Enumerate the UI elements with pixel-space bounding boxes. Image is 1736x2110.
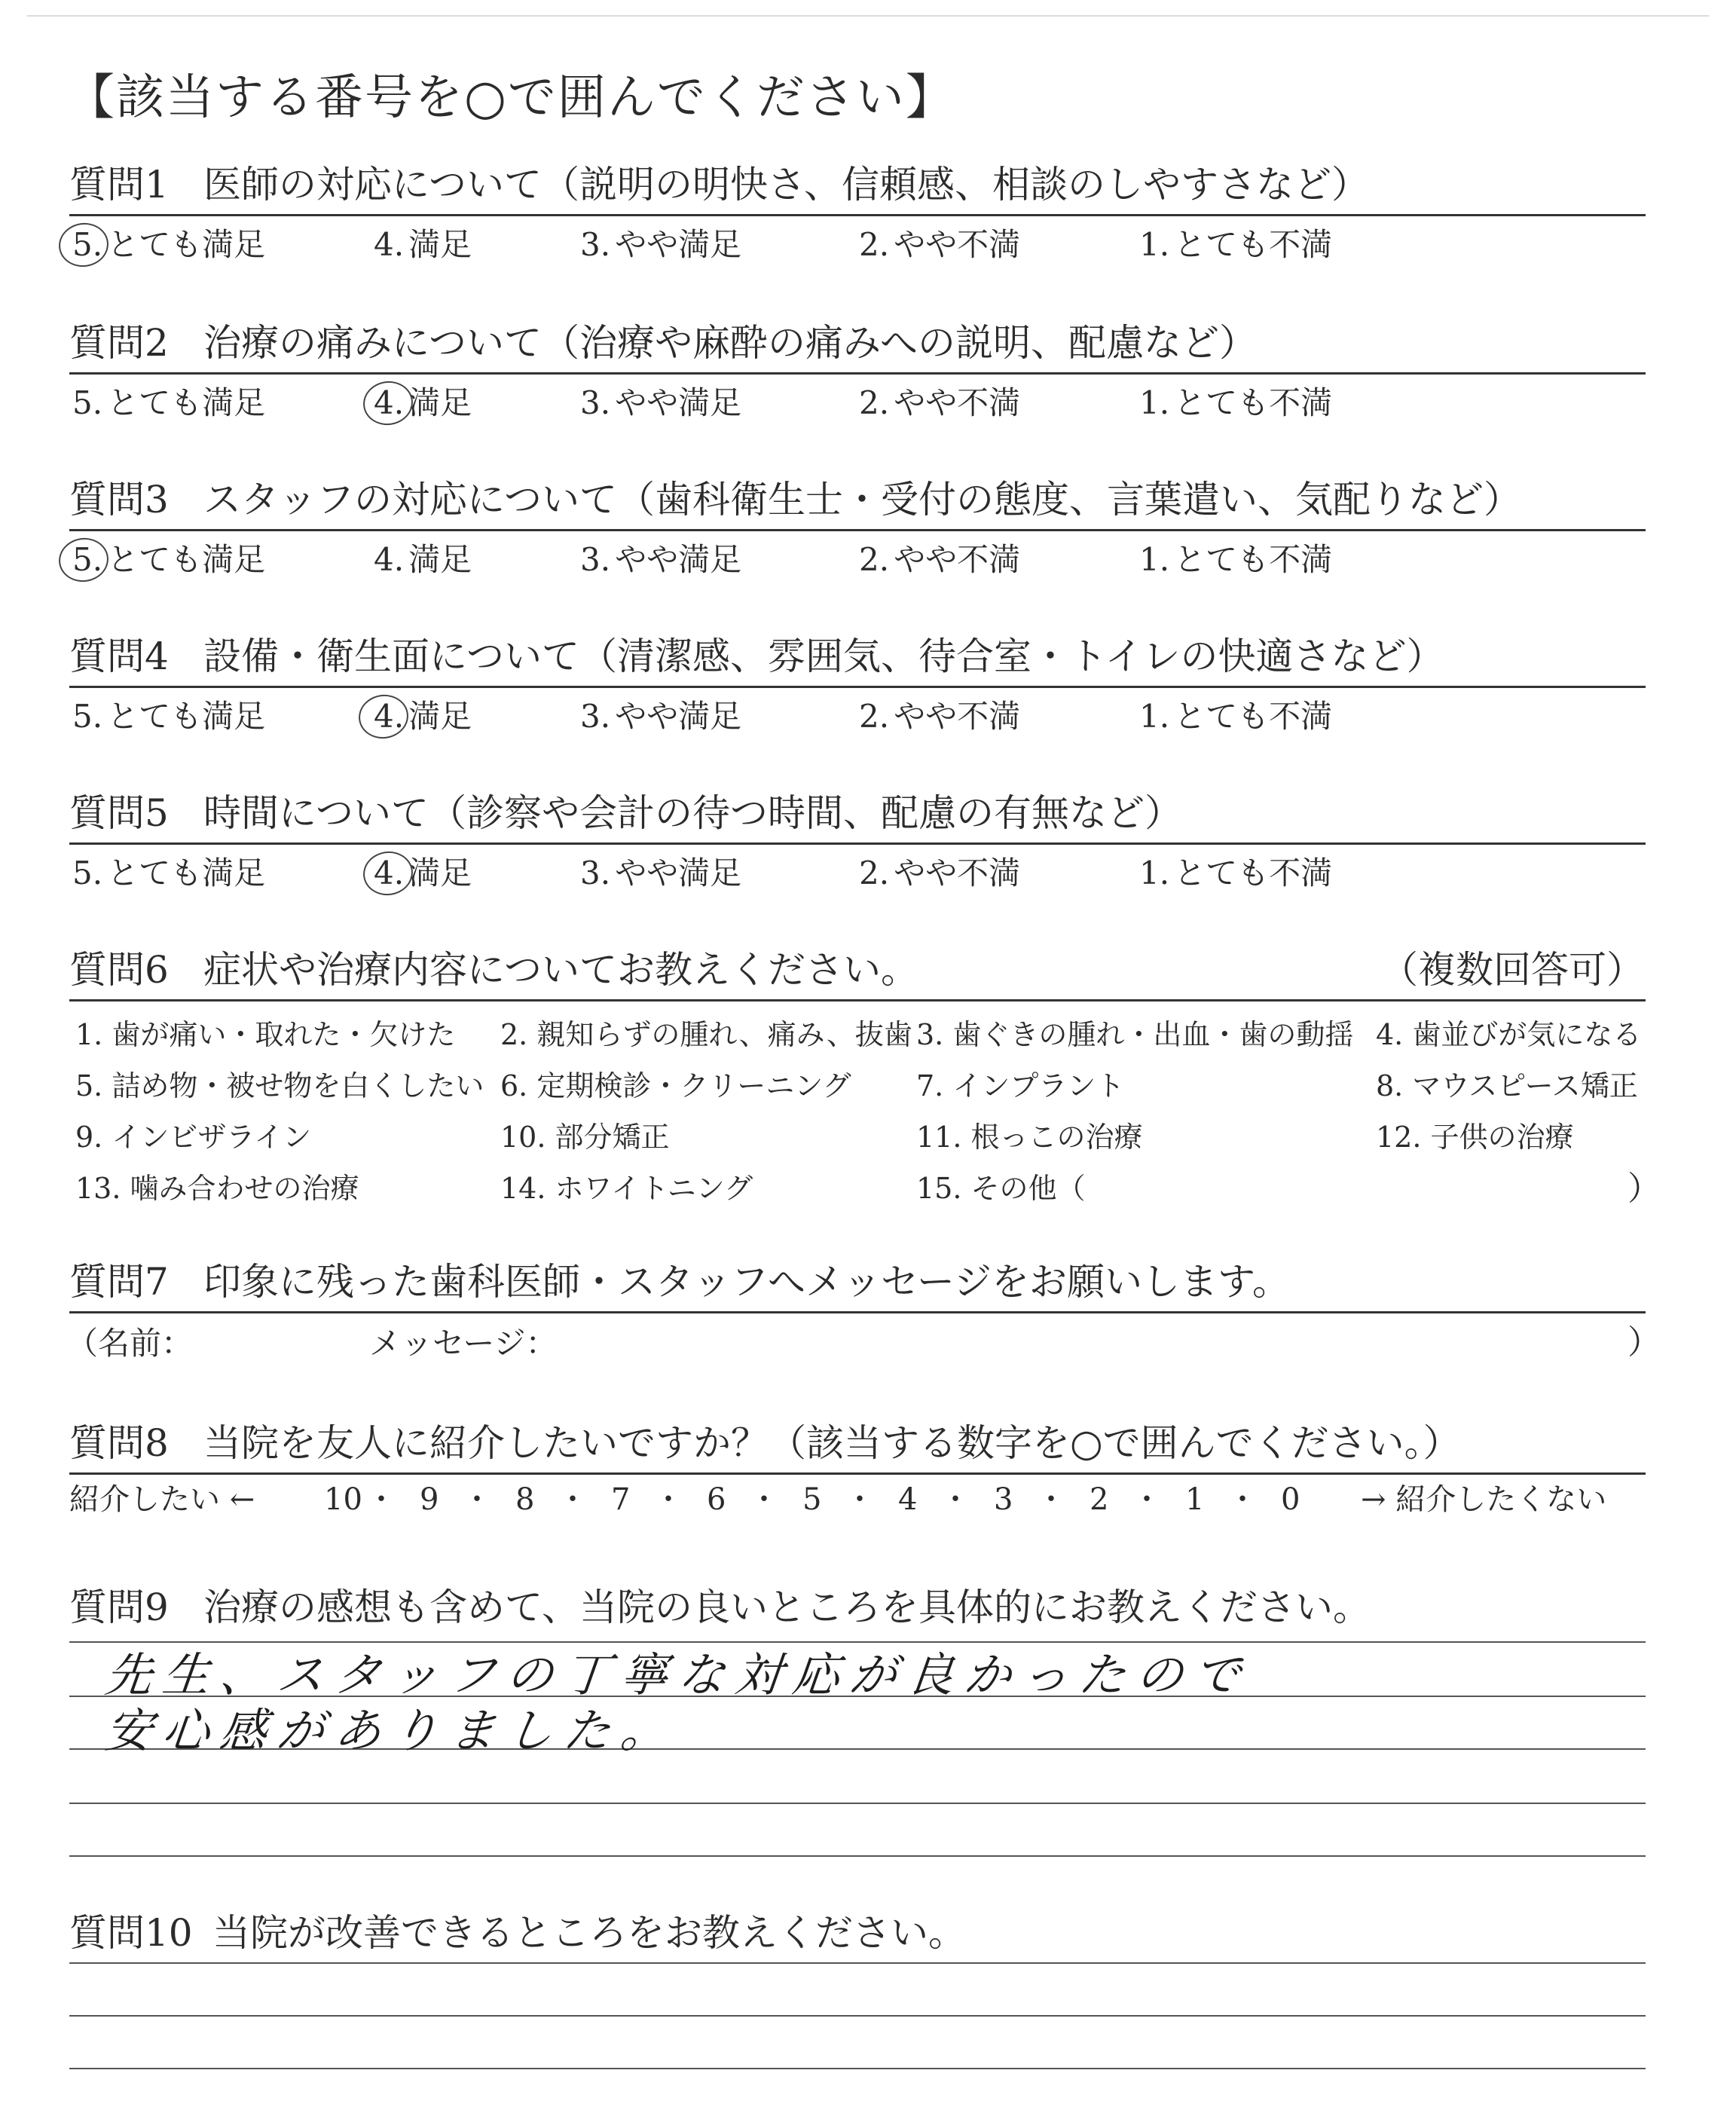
- q8-scale-separator: ・: [1132, 1482, 1162, 1517]
- q6-item-3[interactable]: 3. 歯ぐきの腫れ・出血・歯の動揺: [916, 1018, 1354, 1051]
- q9-line-1: [69, 1641, 1646, 1643]
- q8-scale-separator: ・: [558, 1482, 588, 1517]
- question-6-title: 質問6 症状や治療内容についてお教えください。: [69, 948, 918, 992]
- q7-message-label[interactable]: メッセージ：: [369, 1325, 558, 1362]
- q7-close-paren: ）: [1628, 1323, 1661, 1362]
- q8-scale-separator: ・: [653, 1482, 683, 1517]
- q9-handwritten-line-1: 先生、スタッフの丁寧な対応が良かったので: [102, 1647, 1254, 1702]
- q8-scale-separator: ・: [366, 1482, 396, 1517]
- question-6-note: （複数回答可）: [1380, 948, 1644, 992]
- q1-option-2[interactable]: 2. やや不満: [859, 226, 1021, 263]
- q5-option-5[interactable]: 5. とても満足: [72, 855, 266, 891]
- q6-item-15[interactable]: 15. その他（: [916, 1172, 1086, 1205]
- q8-scale-value-8[interactable]: 8: [515, 1482, 535, 1517]
- q10-line-2: [69, 2015, 1646, 2017]
- q8-scale-value-2[interactable]: 2: [1090, 1482, 1109, 1517]
- q6-item-8[interactable]: 8. マウスピース矯正: [1376, 1069, 1638, 1102]
- q8-scale-value-6[interactable]: 6: [707, 1482, 726, 1517]
- q6-item-2[interactable]: 2. 親知らずの腫れ、痛み、抜歯: [500, 1018, 912, 1051]
- q3-option-5[interactable]: 5. とても満足: [72, 541, 266, 578]
- form-heading: 【該当する番号を○で囲んでください】: [66, 70, 955, 126]
- question-10-title: 質問10 当院が改善できるところをお教えください。: [69, 1911, 966, 1955]
- q2-selected-circle: [360, 378, 415, 429]
- q10-line-3: [69, 2068, 1646, 2069]
- q1-option-3[interactable]: 3. やや満足: [580, 226, 742, 263]
- q2-option-2[interactable]: 2. やや不満: [859, 384, 1021, 421]
- q8-scale-separator: ・: [845, 1482, 875, 1517]
- q1-option-5[interactable]: 5. とても満足: [72, 226, 266, 263]
- q6-item-13[interactable]: 13. 噛み合わせの治療: [75, 1172, 359, 1205]
- q8-scale-value-9[interactable]: 9: [420, 1482, 439, 1517]
- q6-item-14[interactable]: 14. ホワイトニング: [500, 1172, 753, 1205]
- question-7-rule: [69, 1311, 1646, 1313]
- page-top-border: [27, 15, 1709, 17]
- q6-item-9[interactable]: 9. インビザライン: [75, 1121, 312, 1154]
- q6-item-10[interactable]: 10. 部分矯正: [500, 1121, 670, 1154]
- q8-left-label: 紹介したい ←: [69, 1482, 255, 1517]
- q1-option-4[interactable]: 4. 満足: [374, 226, 472, 263]
- q6-item-12[interactable]: 12. 子供の治療: [1376, 1121, 1574, 1154]
- question-2-rule: [69, 372, 1646, 375]
- question-9-title: 質問9 治療の感想も含めて、当院の良いところを具体的にお教えください。: [69, 1586, 1371, 1629]
- q8-scale-value-5[interactable]: 5: [802, 1482, 822, 1517]
- q3-option-1[interactable]: 1. とても不満: [1139, 541, 1333, 578]
- q9-line-4: [69, 1803, 1646, 1804]
- q5-option-2[interactable]: 2. やや不満: [859, 855, 1021, 891]
- q6-item-4[interactable]: 4. 歯並びが気になる: [1376, 1018, 1642, 1051]
- q8-scale-separator: ・: [462, 1482, 492, 1517]
- q6-other-close-paren: ）: [1628, 1170, 1661, 1208]
- q1-selected-circle: [56, 220, 111, 271]
- question-1-title: [69, 163, 1369, 206]
- q3-option-3[interactable]: 3. やや満足: [580, 541, 742, 578]
- q8-scale-value-7[interactable]: 7: [611, 1482, 631, 1517]
- question-3-title: 質問3 スタッフの対応について（歯科衛生士・受付の態度、言葉遣い、気配りなど）: [69, 478, 1521, 521]
- question-7-title: 質問7 印象に残った歯科医師・スタッフへメッセージをお願いします。: [69, 1260, 1290, 1304]
- q8-right-label: → 紹介したくない: [1361, 1482, 1607, 1517]
- q2-option-3[interactable]: 3. やや満足: [580, 384, 742, 421]
- q2-option-5[interactable]: 5. とても満足: [72, 384, 266, 421]
- q5-option-4[interactable]: 4. 満足: [374, 855, 472, 891]
- q4-option-3[interactable]: 3. やや満足: [580, 698, 742, 735]
- q4-option-4[interactable]: 4. 満足: [374, 698, 472, 735]
- q4-option-5[interactable]: 5. とても満足: [72, 698, 266, 735]
- q6-item-7[interactable]: 7. インプラント: [916, 1069, 1125, 1102]
- q8-scale-separator: ・: [1227, 1482, 1258, 1517]
- q4-option-2[interactable]: 2. やや不満: [859, 698, 1021, 735]
- q8-scale-separator: ・: [940, 1482, 970, 1517]
- q8-scale-value-4[interactable]: 4: [898, 1482, 918, 1517]
- q3-selected-circle: [56, 535, 111, 586]
- q3-option-4[interactable]: 4. 満足: [374, 541, 472, 578]
- q6-item-1[interactable]: 1. 歯が痛い・取れた・欠けた: [75, 1018, 456, 1051]
- question-6-rule: [69, 999, 1646, 1001]
- question-4-rule: [69, 686, 1646, 688]
- q6-item-5[interactable]: 5. 詰め物・被せ物を白くしたい: [75, 1069, 484, 1102]
- question-8-title: 質問8 当院を友人に紹介したいですか？（該当する数字を○で囲んでください。）: [69, 1421, 1461, 1465]
- q3-option-2[interactable]: 2. やや不満: [859, 541, 1021, 578]
- q5-option-3[interactable]: 3. やや満足: [580, 855, 742, 891]
- q8-scale-separator: ・: [749, 1482, 779, 1517]
- question-4-title: 質問4 設備・衛生面について（清潔感、雰囲気、待合室・トイレの快適さなど）: [69, 635, 1444, 678]
- q10-line-1: [69, 1962, 1646, 1964]
- q5-option-1[interactable]: 1. とても不満: [1139, 855, 1333, 891]
- q4-option-1[interactable]: 1. とても不満: [1139, 698, 1333, 735]
- question-3-rule: [69, 529, 1646, 531]
- question-8-rule: [69, 1472, 1646, 1475]
- question-5-rule: [69, 842, 1646, 845]
- q6-item-11[interactable]: 11. 根っこの治療: [916, 1121, 1143, 1154]
- q5-selected-circle: [360, 849, 415, 899]
- q9-line-5: [69, 1855, 1646, 1857]
- q2-option-1[interactable]: 1. とても不満: [1139, 384, 1333, 421]
- question-1-number: 質問1: [69, 163, 169, 206]
- q8-scale-separator: ・: [1036, 1482, 1066, 1517]
- question-2-title: 質問2 治療の痛みについて（治療や麻酔の痛みへの説明、配慮など）: [69, 321, 1257, 365]
- question-1-text: 医師の対応について（説明の明快さ、信頼感、相談のしやすさなど）: [203, 163, 1369, 206]
- question-1-rule: [69, 214, 1646, 216]
- q1-option-1[interactable]: 1. とても不満: [1139, 226, 1333, 263]
- q9-handwritten-line-2: 安心感がありました。: [102, 1703, 681, 1758]
- q6-item-6[interactable]: 6. 定期検診・クリーニング: [500, 1069, 851, 1102]
- question-5-title: 質問5 時間について（診察や会計の待つ時間、配慮の有無など）: [69, 791, 1182, 835]
- q8-scale-value-3[interactable]: 3: [994, 1482, 1013, 1517]
- q7-name-label[interactable]: （名前：: [66, 1325, 194, 1362]
- q2-option-4[interactable]: 4. 満足: [374, 384, 472, 421]
- q8-scale-value-10[interactable]: 10: [324, 1482, 362, 1517]
- q8-scale-value-1[interactable]: 1: [1185, 1482, 1205, 1517]
- q8-scale-value-0[interactable]: 0: [1281, 1482, 1300, 1517]
